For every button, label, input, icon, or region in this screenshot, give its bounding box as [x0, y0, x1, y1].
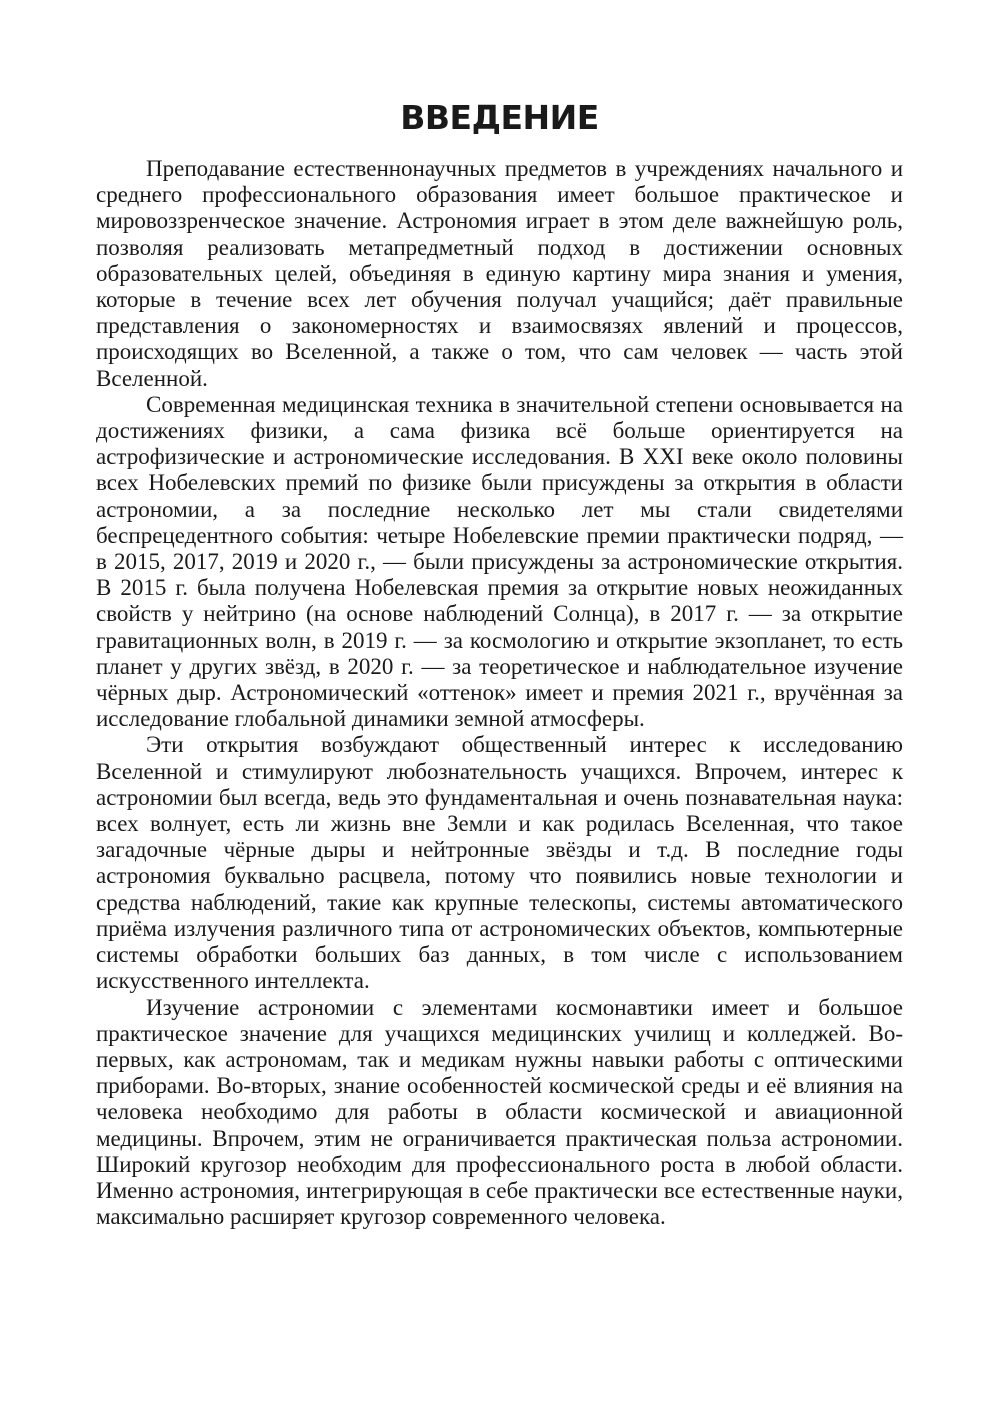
- paragraph-1: Преподавание естественнонаучных предметов в учреждениях начального и среднего профессионального образования имеет большое практическое и мировоззренческое значение. Астрономия играет в этом деле важнейшую роль, позволяя реализовать метапредметный подход в достижении основных образовательных целей, объединяя в единую картину мира знания и умения, которые в течение всех лет обучения получал учащийся; даёт правильные представления о закономерностях и взаимосвязях явлений и процессов, происходящих во Вселенной, а также о том, что сам человек — часть этой Вселенной.: [96, 156, 903, 391]
- page-title: ВВЕДЕНИЕ: [400, 98, 599, 137]
- paragraph-2: Современная медицинская техника в значительной степени основывается на достижениях физики, а сама физика всё больше ориентируется на астрофизические и астрономические исследования. В XXI веке около половины всех Нобелевских премий по физике были присуждены за открытия в области астрономии, а за последние несколько лет мы стали свидетелями беспрецедентного события: четыре Нобелевские премии практически подряд, — в 2015, 2017, 2019 и 2020 г., — были присуждены за астрономические открытия. В 2015 г. была получена Нобелевская премия за открытие новых неожиданных свойств у нейтрино (на основе наблюдений Солнца), в 2017 г. — за открытие гравитационных волн, в 2019 г. — за космологию и открытие экзопланет, то есть планет у других звёзд, в 2020 г. — за теоретическое и наблюдательное изучение чёрных дыр. Астрономический «оттенок» имеет и премия 2021 г., вручённая за исследование глобальной динамики земной атмосферы.: [96, 391, 903, 732]
- paragraph-3: Эти открытия возбуждают общественный интерес к исследованию Вселенной и стимулируют любознательность учащихся. Впрочем, интерес к астрономии был всегда, ведь это фундаментальная и очень познавательная наука: всех волнует, есть ли жизнь вне Земли и как родилась Вселенная, что такое загадочные чёрные дыры и нейтронные звёзды и т.д. В последние годы астрономия буквально расцвела, потому что появились новые технологии и средства наблюдений, такие как крупные телескопы, системы автоматического приёма излучения различного типа от астрономических объектов, компьютерные системы обработки больших баз данных, в том числе с использованием искусственного интеллекта.: [96, 732, 903, 994]
- paragraph-4: Изучение астрономии с элементами космонавтики имеет и большое практическое значение для учащихся медицинских училищ и колледжей. Во-первых, как астрономам, так и медикам нужны навыки работы с оптическими приборами. Во-вторых, знание особенностей космической среды и её влияния на человека необходимо для работы в области космической и авиационной медицины. Впрочем, этим не ограничивается практическая польза астрономии. Широкий кругозор необходим для профессионального роста в любой области. Именно астрономия, интегрирующая в себе практически все естественные науки, максимально расширяет кругозор современного человека.: [96, 994, 903, 1230]
- body-text: [96, 156, 903, 1230]
